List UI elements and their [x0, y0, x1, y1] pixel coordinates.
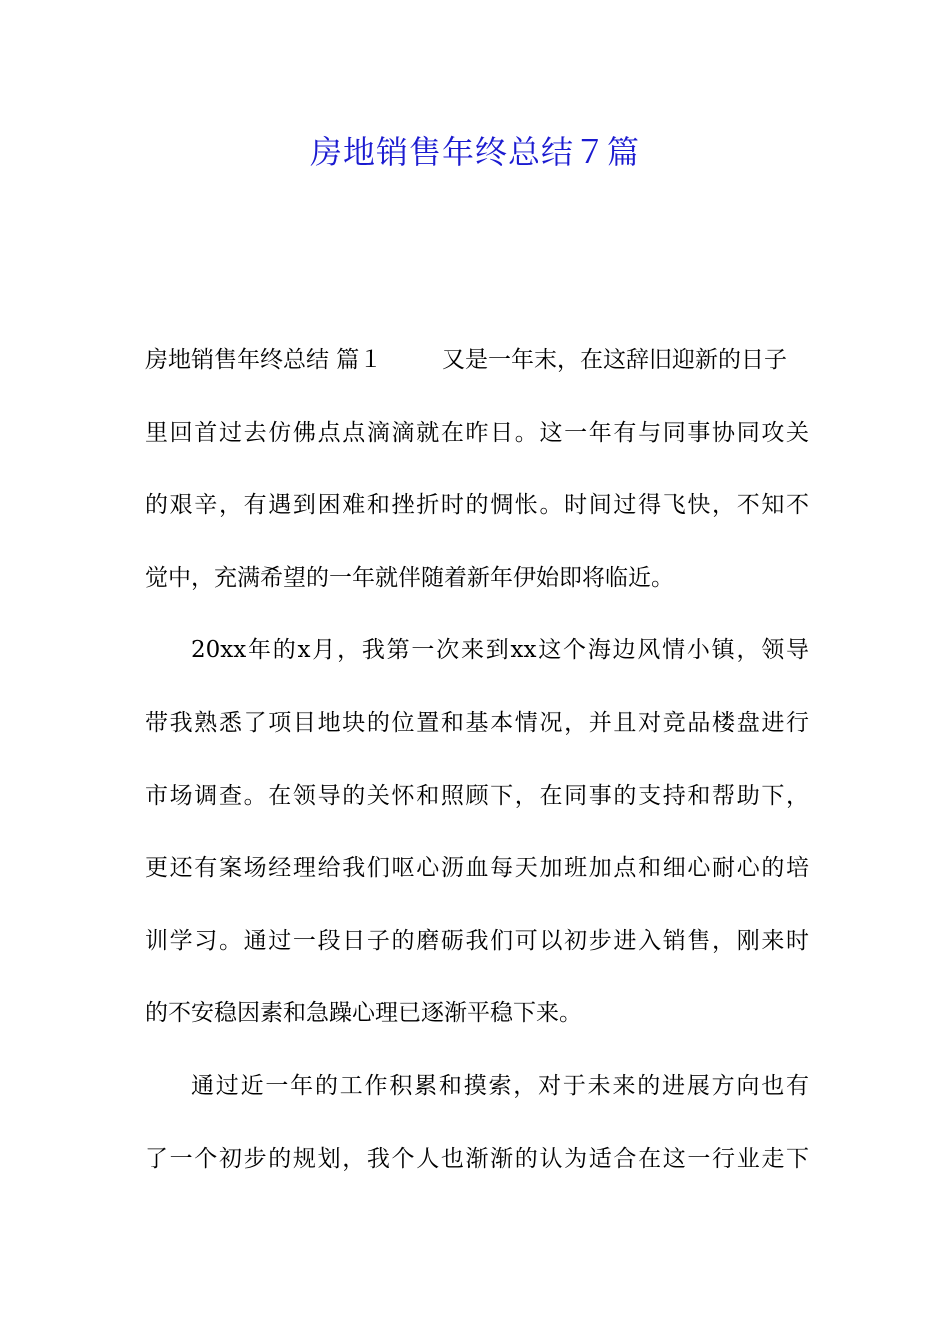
paragraph-line: 更还有案场经理给我们呕心沥血每天加班加点和细心耐心的培 [145, 855, 809, 882]
paragraph-line: 里回首过去仿佛点点滴滴就在昨日。这一年有与同事协同攻关 [145, 419, 809, 446]
line-text: 又是一年末，在这辞旧迎新的日子 [442, 347, 787, 373]
paragraph-line: 觉中，充满希望的一年就伴随着新年伊始即将临近。 [145, 564, 674, 591]
paragraph-line: 了一个初步的规划，我个人也渐渐的认为适合在这一行业走下 [145, 1145, 809, 1172]
paragraph-line [145, 336, 809, 409]
paragraph-line: 带我熟悉了项目地块的位置和基本情况，并且对竞品楼盘进行 [145, 709, 809, 736]
paragraph-line: 的艰辛，有遇到困难和挫折时的惆怅。时间过得飞快，不知不 [145, 492, 809, 519]
paragraph-line: 通过近一年的工作积累和摸索，对于未来的进展方向也有 [191, 1072, 809, 1099]
paragraph-line: 训学习。通过一段日子的磨砺我们可以初步进入销售，刚来时 [145, 927, 809, 954]
document-title: 房地销售年终总结７篇 [309, 133, 640, 171]
paragraph-line: 的不安稳因素和急躁心理已逐渐平稳下来。 [145, 1000, 582, 1027]
paragraph-line: 市场调查。在领导的关怀和照顾下，在同事的支持和帮助下， [145, 782, 809, 809]
document-body [145, 336, 809, 1207]
paragraph-line: 20xx年的x月，我第一次来到xx这个海边风情小镇，领导 [191, 637, 809, 664]
section-heading: 房地销售年终总结 篇１ [145, 347, 383, 373]
